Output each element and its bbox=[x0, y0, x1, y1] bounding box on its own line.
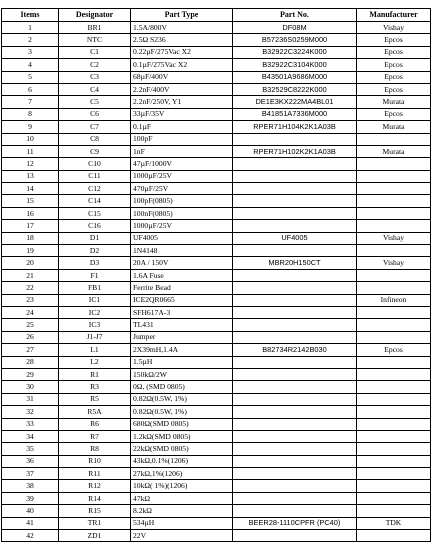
part-type-cell: 2.2nF/400V bbox=[131, 83, 233, 95]
table-row bbox=[2, 71, 431, 83]
item-cell: 11 bbox=[2, 145, 59, 157]
table-row bbox=[2, 46, 431, 58]
designator-cell: FB1 bbox=[59, 282, 131, 294]
part-type-cell: 1000µF/25V bbox=[131, 220, 233, 232]
designator-cell: IC1 bbox=[59, 294, 131, 306]
designator-cell: C5 bbox=[59, 96, 131, 108]
designator-cell: R11 bbox=[59, 468, 131, 480]
table-row bbox=[2, 406, 431, 418]
designator-cell: NTC bbox=[59, 34, 131, 46]
manufacturer-cell: Murata bbox=[357, 121, 431, 133]
manufacturer-cell bbox=[357, 530, 431, 542]
designator-cell: C6 bbox=[59, 108, 131, 120]
designator-cell: R7 bbox=[59, 430, 131, 442]
manufacturer-cell bbox=[357, 455, 431, 467]
part-no-cell bbox=[233, 443, 357, 455]
manufacturer-cell bbox=[357, 158, 431, 170]
part-type-cell: 27kΩ,1%(1206) bbox=[131, 468, 233, 480]
designator-cell: R5A bbox=[59, 406, 131, 418]
part-type-cell: ICE2QR0665 bbox=[131, 294, 233, 306]
part-type-cell: 43kΩ,0.1%(1206) bbox=[131, 455, 233, 467]
item-cell: 16 bbox=[2, 207, 59, 219]
designator-cell: L1 bbox=[59, 344, 131, 356]
table-row bbox=[2, 517, 431, 529]
designator-cell: J1-J7 bbox=[59, 331, 131, 343]
part-no-cell bbox=[233, 306, 357, 318]
designator-cell: C12 bbox=[59, 183, 131, 195]
table-row bbox=[2, 530, 431, 542]
item-cell: 2 bbox=[2, 34, 59, 46]
part-type-cell: 47µF/1000V bbox=[131, 158, 233, 170]
part-type-cell: 100nF(0805) bbox=[131, 207, 233, 219]
part-no-cell: DF08M bbox=[233, 22, 357, 34]
manufacturer-cell bbox=[357, 133, 431, 145]
manufacturer-cell: Epcos bbox=[357, 344, 431, 356]
part-type-cell: 100pF(0805) bbox=[131, 195, 233, 207]
manufacturer-cell bbox=[357, 195, 431, 207]
item-cell: 31 bbox=[2, 393, 59, 405]
part-type-cell: 33µF/35V bbox=[131, 108, 233, 120]
manufacturer-cell bbox=[357, 468, 431, 480]
manufacturer-cell: Vishay bbox=[357, 257, 431, 269]
table-row bbox=[2, 121, 431, 133]
item-cell: 28 bbox=[2, 356, 59, 368]
manufacturer-cell bbox=[357, 480, 431, 492]
part-type-cell: 1000µF/25V bbox=[131, 170, 233, 182]
table-row bbox=[2, 356, 431, 368]
designator-cell: C3 bbox=[59, 71, 131, 83]
item-cell: 6 bbox=[2, 83, 59, 95]
item-cell: 41 bbox=[2, 517, 59, 529]
part-no-cell bbox=[233, 331, 357, 343]
designator-cell: C10 bbox=[59, 158, 131, 170]
table-row bbox=[2, 59, 431, 71]
table-row bbox=[2, 468, 431, 480]
manufacturer-cell bbox=[357, 269, 431, 281]
part-type-cell: 0.82Ω(0.5W, 1%) bbox=[131, 406, 233, 418]
part-type-cell: 20A / 150V bbox=[131, 257, 233, 269]
part-no-cell: UF4005 bbox=[233, 232, 357, 244]
item-cell: 15 bbox=[2, 195, 59, 207]
table-row bbox=[2, 145, 431, 157]
part-type-cell: TL431 bbox=[131, 319, 233, 331]
part-no-cell: RPER71H102K2K1A03B bbox=[233, 145, 357, 157]
part-type-cell: 534µH bbox=[131, 517, 233, 529]
part-type-cell: Jumper bbox=[131, 331, 233, 343]
header-designator: Designator bbox=[59, 9, 131, 22]
part-no-cell: MBR20H150CT bbox=[233, 257, 357, 269]
part-no-cell bbox=[233, 133, 357, 145]
manufacturer-cell: Vishay bbox=[357, 22, 431, 34]
part-no-cell bbox=[233, 220, 357, 232]
designator-cell: R8 bbox=[59, 443, 131, 455]
header-row bbox=[2, 9, 431, 22]
item-cell: 8 bbox=[2, 108, 59, 120]
manufacturer-cell: Murata bbox=[357, 145, 431, 157]
part-type-cell: 1.5µH bbox=[131, 356, 233, 368]
part-no-cell bbox=[233, 505, 357, 517]
part-type-cell: 470µF/25V bbox=[131, 183, 233, 195]
part-type-cell: 680Ω(SMD 0805) bbox=[131, 418, 233, 430]
part-type-cell: SFH617A-3 bbox=[131, 306, 233, 318]
manufacturer-cell bbox=[357, 183, 431, 195]
table-row bbox=[2, 158, 431, 170]
table-row bbox=[2, 83, 431, 95]
item-cell: 36 bbox=[2, 455, 59, 467]
item-cell: 32 bbox=[2, 406, 59, 418]
part-no-cell: B32922C3224K000 bbox=[233, 46, 357, 58]
table-row bbox=[2, 344, 431, 356]
manufacturer-cell bbox=[357, 170, 431, 182]
manufacturer-cell bbox=[357, 381, 431, 393]
table-row bbox=[2, 381, 431, 393]
item-cell: 30 bbox=[2, 381, 59, 393]
part-no-cell bbox=[233, 381, 357, 393]
table-row bbox=[2, 133, 431, 145]
table-row bbox=[2, 319, 431, 331]
designator-cell: R1 bbox=[59, 368, 131, 380]
designator-cell: D3 bbox=[59, 257, 131, 269]
table-row bbox=[2, 183, 431, 195]
part-no-cell: DE1E3KX222MA4BL01 bbox=[233, 96, 357, 108]
part-no-cell bbox=[233, 492, 357, 504]
manufacturer-cell: Infineon bbox=[357, 294, 431, 306]
manufacturer-cell: Epcos bbox=[357, 59, 431, 71]
table-row bbox=[2, 170, 431, 182]
table-row bbox=[2, 257, 431, 269]
item-cell: 35 bbox=[2, 443, 59, 455]
part-type-cell: 1.2kΩ(SMD 0805) bbox=[131, 430, 233, 442]
part-type-cell: 150kΩ/2W bbox=[131, 368, 233, 380]
part-type-cell: 2.5Ω S236 bbox=[131, 34, 233, 46]
part-no-cell bbox=[233, 530, 357, 542]
part-type-cell: 8.2kΩ bbox=[131, 505, 233, 517]
header-part-type: Part Type bbox=[131, 9, 233, 22]
header-items: Items bbox=[2, 9, 59, 22]
bom-table bbox=[1, 8, 431, 542]
item-cell: 22 bbox=[2, 282, 59, 294]
part-no-cell bbox=[233, 393, 357, 405]
item-cell: 40 bbox=[2, 505, 59, 517]
item-cell: 24 bbox=[2, 306, 59, 318]
part-no-cell: B57236S0259M000 bbox=[233, 34, 357, 46]
part-type-cell: 1.5A/800V bbox=[131, 22, 233, 34]
designator-cell: C15 bbox=[59, 207, 131, 219]
part-type-cell: 0.1µF bbox=[131, 121, 233, 133]
part-type-cell: 1nF bbox=[131, 145, 233, 157]
bom-body bbox=[2, 22, 431, 542]
designator-cell: R14 bbox=[59, 492, 131, 504]
part-type-cell: UF4005 bbox=[131, 232, 233, 244]
designator-cell: R12 bbox=[59, 480, 131, 492]
item-cell: 17 bbox=[2, 220, 59, 232]
manufacturer-cell bbox=[357, 443, 431, 455]
part-no-cell: BEER28-1110CPFR (PC40) bbox=[233, 517, 357, 529]
part-no-cell: B82734R2142B030 bbox=[233, 344, 357, 356]
table-row bbox=[2, 108, 431, 120]
designator-cell: L2 bbox=[59, 356, 131, 368]
item-cell: 34 bbox=[2, 430, 59, 442]
item-cell: 7 bbox=[2, 96, 59, 108]
table-row bbox=[2, 195, 431, 207]
designator-cell: R5 bbox=[59, 393, 131, 405]
part-type-cell: 0.22µF/275Vac X2 bbox=[131, 46, 233, 58]
item-cell: 14 bbox=[2, 183, 59, 195]
part-no-cell bbox=[233, 356, 357, 368]
part-type-cell: 0.82Ω(0.5W, 1%) bbox=[131, 393, 233, 405]
manufacturer-cell bbox=[357, 220, 431, 232]
designator-cell: C1 bbox=[59, 46, 131, 58]
part-no-cell bbox=[233, 170, 357, 182]
designator-cell: C16 bbox=[59, 220, 131, 232]
manufacturer-cell bbox=[357, 393, 431, 405]
table-row bbox=[2, 331, 431, 343]
part-no-cell bbox=[233, 269, 357, 281]
part-no-cell bbox=[233, 455, 357, 467]
table-row bbox=[2, 430, 431, 442]
item-cell: 9 bbox=[2, 121, 59, 133]
item-cell: 42 bbox=[2, 530, 59, 542]
part-no-cell bbox=[233, 319, 357, 331]
part-type-cell: 1.6A Fuse bbox=[131, 269, 233, 281]
table-row bbox=[2, 505, 431, 517]
table-row bbox=[2, 220, 431, 232]
item-cell: 33 bbox=[2, 418, 59, 430]
item-cell: 23 bbox=[2, 294, 59, 306]
part-type-cell: 47kΩ bbox=[131, 492, 233, 504]
item-cell: 5 bbox=[2, 71, 59, 83]
part-type-cell: 2X39mH,1.4A bbox=[131, 344, 233, 356]
table-row bbox=[2, 207, 431, 219]
manufacturer-cell bbox=[357, 368, 431, 380]
table-row bbox=[2, 232, 431, 244]
part-type-cell: 0Ω, (SMD 0805) bbox=[131, 381, 233, 393]
table-row bbox=[2, 22, 431, 34]
designator-cell: F1 bbox=[59, 269, 131, 281]
manufacturer-cell bbox=[357, 282, 431, 294]
manufacturer-cell: TDK bbox=[357, 517, 431, 529]
part-type-cell: Ferrite Bead bbox=[131, 282, 233, 294]
item-cell: 1 bbox=[2, 22, 59, 34]
table-row bbox=[2, 282, 431, 294]
part-type-cell: 22kΩ(SMD 0805) bbox=[131, 443, 233, 455]
manufacturer-cell bbox=[357, 306, 431, 318]
part-type-cell: 10kΩ( 1%)(1206) bbox=[131, 480, 233, 492]
part-no-cell bbox=[233, 207, 357, 219]
part-no-cell: B41851A7336M000 bbox=[233, 108, 357, 120]
manufacturer-cell: Murata bbox=[357, 96, 431, 108]
part-no-cell bbox=[233, 245, 357, 257]
manufacturer-cell bbox=[357, 331, 431, 343]
item-cell: 39 bbox=[2, 492, 59, 504]
item-cell: 29 bbox=[2, 368, 59, 380]
manufacturer-cell bbox=[357, 207, 431, 219]
manufacturer-cell bbox=[357, 505, 431, 517]
manufacturer-cell: Epcos bbox=[357, 34, 431, 46]
part-no-cell bbox=[233, 480, 357, 492]
part-no-cell bbox=[233, 368, 357, 380]
part-type-cell: 2.2nF/250V, Y1 bbox=[131, 96, 233, 108]
manufacturer-cell bbox=[357, 245, 431, 257]
designator-cell: C2 bbox=[59, 59, 131, 71]
part-no-cell bbox=[233, 430, 357, 442]
item-cell: 20 bbox=[2, 257, 59, 269]
designator-cell: R3 bbox=[59, 381, 131, 393]
header-manufacturer: Manufacturer bbox=[357, 9, 431, 22]
item-cell: 18 bbox=[2, 232, 59, 244]
manufacturer-cell bbox=[357, 430, 431, 442]
table-row bbox=[2, 393, 431, 405]
item-cell: 10 bbox=[2, 133, 59, 145]
part-no-cell bbox=[233, 195, 357, 207]
item-cell: 4 bbox=[2, 59, 59, 71]
item-cell: 26 bbox=[2, 331, 59, 343]
item-cell: 25 bbox=[2, 319, 59, 331]
designator-cell: R10 bbox=[59, 455, 131, 467]
manufacturer-cell bbox=[357, 492, 431, 504]
header-part-no: Part No. bbox=[233, 9, 357, 22]
part-no-cell: B32529C8222K000 bbox=[233, 83, 357, 95]
designator-cell: R15 bbox=[59, 505, 131, 517]
table-row bbox=[2, 455, 431, 467]
designator-cell: C11 bbox=[59, 170, 131, 182]
part-no-cell: RPER71H104K2K1A03B bbox=[233, 121, 357, 133]
table-row bbox=[2, 492, 431, 504]
designator-cell: TR1 bbox=[59, 517, 131, 529]
table-row bbox=[2, 269, 431, 281]
item-cell: 3 bbox=[2, 46, 59, 58]
part-type-cell: 0.1µF/275Vac X2 bbox=[131, 59, 233, 71]
designator-cell: R6 bbox=[59, 418, 131, 430]
table-row bbox=[2, 368, 431, 380]
part-no-cell: B43501A9686M000 bbox=[233, 71, 357, 83]
table-row bbox=[2, 96, 431, 108]
table-row bbox=[2, 294, 431, 306]
part-no-cell bbox=[233, 294, 357, 306]
table-row bbox=[2, 34, 431, 46]
item-cell: 37 bbox=[2, 468, 59, 480]
part-no-cell: B32922C3104K000 bbox=[233, 59, 357, 71]
designator-cell: BR1 bbox=[59, 22, 131, 34]
manufacturer-cell bbox=[357, 418, 431, 430]
item-cell: 38 bbox=[2, 480, 59, 492]
table-row bbox=[2, 443, 431, 455]
part-no-cell bbox=[233, 406, 357, 418]
manufacturer-cell: Epcos bbox=[357, 71, 431, 83]
table-row bbox=[2, 480, 431, 492]
part-type-cell: 68µF/400V bbox=[131, 71, 233, 83]
designator-cell: IC3 bbox=[59, 319, 131, 331]
part-type-cell: 22V bbox=[131, 530, 233, 542]
manufacturer-cell: Epcos bbox=[357, 46, 431, 58]
table-row bbox=[2, 245, 431, 257]
designator-cell: C7 bbox=[59, 121, 131, 133]
designator-cell: D1 bbox=[59, 232, 131, 244]
manufacturer-cell bbox=[357, 356, 431, 368]
designator-cell: D2 bbox=[59, 245, 131, 257]
part-type-cell: 1N4148 bbox=[131, 245, 233, 257]
manufacturer-cell: Vishay bbox=[357, 232, 431, 244]
manufacturer-cell bbox=[357, 406, 431, 418]
item-cell: 12 bbox=[2, 158, 59, 170]
designator-cell: IC2 bbox=[59, 306, 131, 318]
manufacturer-cell bbox=[357, 319, 431, 331]
designator-cell: C4 bbox=[59, 83, 131, 95]
manufacturer-cell: Epcos bbox=[357, 83, 431, 95]
item-cell: 19 bbox=[2, 245, 59, 257]
part-no-cell bbox=[233, 418, 357, 430]
part-no-cell bbox=[233, 282, 357, 294]
item-cell: 13 bbox=[2, 170, 59, 182]
manufacturer-cell: Epcos bbox=[357, 108, 431, 120]
part-type-cell: 100pF bbox=[131, 133, 233, 145]
item-cell: 21 bbox=[2, 269, 59, 281]
designator-cell: C9 bbox=[59, 145, 131, 157]
designator-cell: C14 bbox=[59, 195, 131, 207]
table-row bbox=[2, 306, 431, 318]
part-no-cell bbox=[233, 183, 357, 195]
designator-cell: ZD1 bbox=[59, 530, 131, 542]
table-row bbox=[2, 418, 431, 430]
item-cell: 27 bbox=[2, 344, 59, 356]
designator-cell: C8 bbox=[59, 133, 131, 145]
part-no-cell bbox=[233, 158, 357, 170]
part-no-cell bbox=[233, 468, 357, 480]
